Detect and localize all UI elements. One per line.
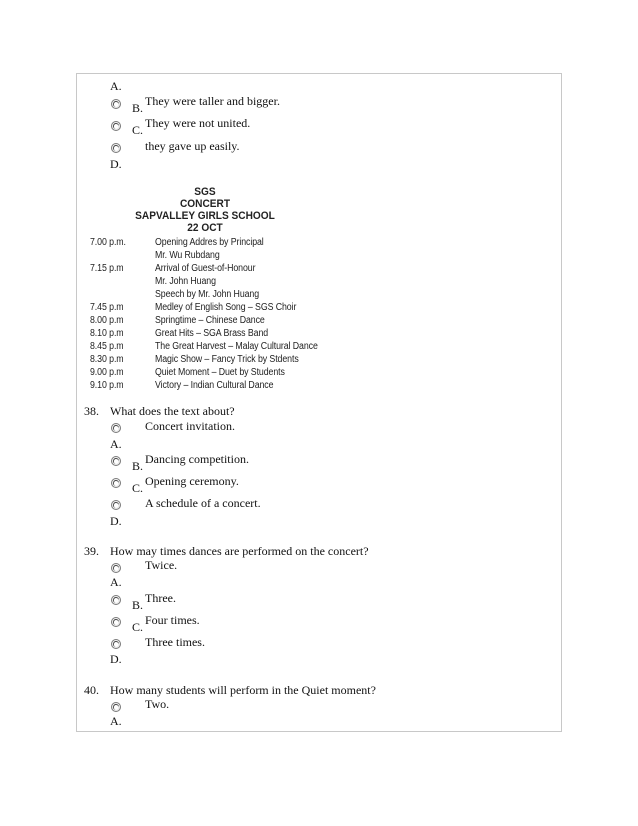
radio-option-a[interactable] xyxy=(111,563,121,573)
question-text: How may times dances are performed on the concert? xyxy=(110,544,369,558)
option-label-d: D. xyxy=(110,652,122,666)
schedule-event: Springtime – Chinese Dance xyxy=(155,315,265,326)
option-label-b: B. xyxy=(132,598,144,612)
question-number: 38. xyxy=(84,404,99,418)
radio-option-b[interactable] xyxy=(111,99,121,109)
radio-option-c[interactable] xyxy=(111,478,121,488)
radio-option-c[interactable] xyxy=(111,121,121,131)
option-text: Twice. xyxy=(145,558,178,572)
schedule-event: Opening Addres by Principal xyxy=(155,237,264,248)
schedule-event: The Great Harvest – Malay Cultural Dance xyxy=(155,341,318,352)
schedule-time: 8.45 p.m xyxy=(90,341,124,352)
option-text: Concert invitation. xyxy=(145,419,235,433)
question-number: 39. xyxy=(84,544,99,558)
radio-option-b[interactable] xyxy=(111,456,121,466)
schedule-event: Arrival of Guest-of-Honour xyxy=(155,263,256,274)
schedule-event: Victory – Indian Cultural Dance xyxy=(155,380,274,391)
option-label-c: C. xyxy=(132,620,144,634)
schedule-time: 8.00 p.m xyxy=(90,315,124,326)
option-label-b: B. xyxy=(132,459,144,473)
schedule-time: 7.45 p.m xyxy=(90,302,124,313)
radio-option-d[interactable] xyxy=(111,143,121,153)
option-label-a: A. xyxy=(110,437,122,451)
schedule-heading: CONCERT xyxy=(179,198,231,210)
schedule-event: Mr. Wu Rubdang xyxy=(155,250,220,261)
radio-option-a[interactable] xyxy=(111,702,121,712)
option-label-a: A. xyxy=(110,575,122,589)
schedule-event: Magic Show – Fancy Trick by Stdents xyxy=(155,354,299,365)
option-text: Dancing competition. xyxy=(145,452,249,466)
schedule-heading: 22 OCT xyxy=(187,222,223,234)
schedule-heading: SGS xyxy=(194,186,216,198)
option-text: Four times. xyxy=(145,613,200,627)
option-label-c: C. xyxy=(132,481,144,495)
option-text: A schedule of a concert. xyxy=(145,496,261,510)
option-text: Three times. xyxy=(145,635,205,649)
option-text: they gave up easily. xyxy=(145,139,240,153)
option-label-a: A. xyxy=(110,79,122,93)
radio-option-c[interactable] xyxy=(111,617,121,627)
option-label-d: D. xyxy=(110,157,122,171)
question-number: 40. xyxy=(84,683,99,697)
option-text: They were taller and bigger. xyxy=(145,94,280,108)
schedule-heading: SAPVALLEY GIRLS SCHOOL xyxy=(135,210,275,222)
schedule-time: 9.10 p.m xyxy=(90,380,124,391)
option-label-a: A. xyxy=(110,714,122,728)
schedule-time: 9.00 p.m xyxy=(90,367,124,378)
option-text: Two. xyxy=(145,697,170,711)
radio-option-a[interactable] xyxy=(111,423,121,433)
question-text: How many students will perform in the Quiet moment? xyxy=(110,683,376,697)
radio-option-b[interactable] xyxy=(111,595,121,605)
schedule-time: 7.00 p.m. xyxy=(90,237,126,248)
question-text: What does the text about? xyxy=(110,404,235,418)
schedule-event: Speech by Mr. John Huang xyxy=(155,289,260,300)
option-label-b: B. xyxy=(132,101,144,115)
option-text: They were not united. xyxy=(145,116,251,130)
radio-option-d[interactable] xyxy=(111,500,121,510)
schedule-event: Quiet Moment – Duet by Students xyxy=(155,367,285,378)
radio-option-d[interactable] xyxy=(111,639,121,649)
schedule-event: Mr. John Huang xyxy=(155,276,216,287)
page-frame xyxy=(76,73,562,732)
schedule-event: Medley of English Song – SGS Choir xyxy=(155,302,297,313)
schedule-event: Great Hits – SGA Brass Band xyxy=(155,328,269,339)
option-label-c: C. xyxy=(132,123,144,137)
option-text: Three. xyxy=(145,591,176,605)
option-label-d: D. xyxy=(110,514,122,528)
option-text: Opening ceremony. xyxy=(145,474,239,488)
schedule-time: 7.15 p.m xyxy=(90,263,124,274)
schedule-time: 8.30 p.m xyxy=(90,354,124,365)
schedule-time: 8.10 p.m xyxy=(90,328,124,339)
